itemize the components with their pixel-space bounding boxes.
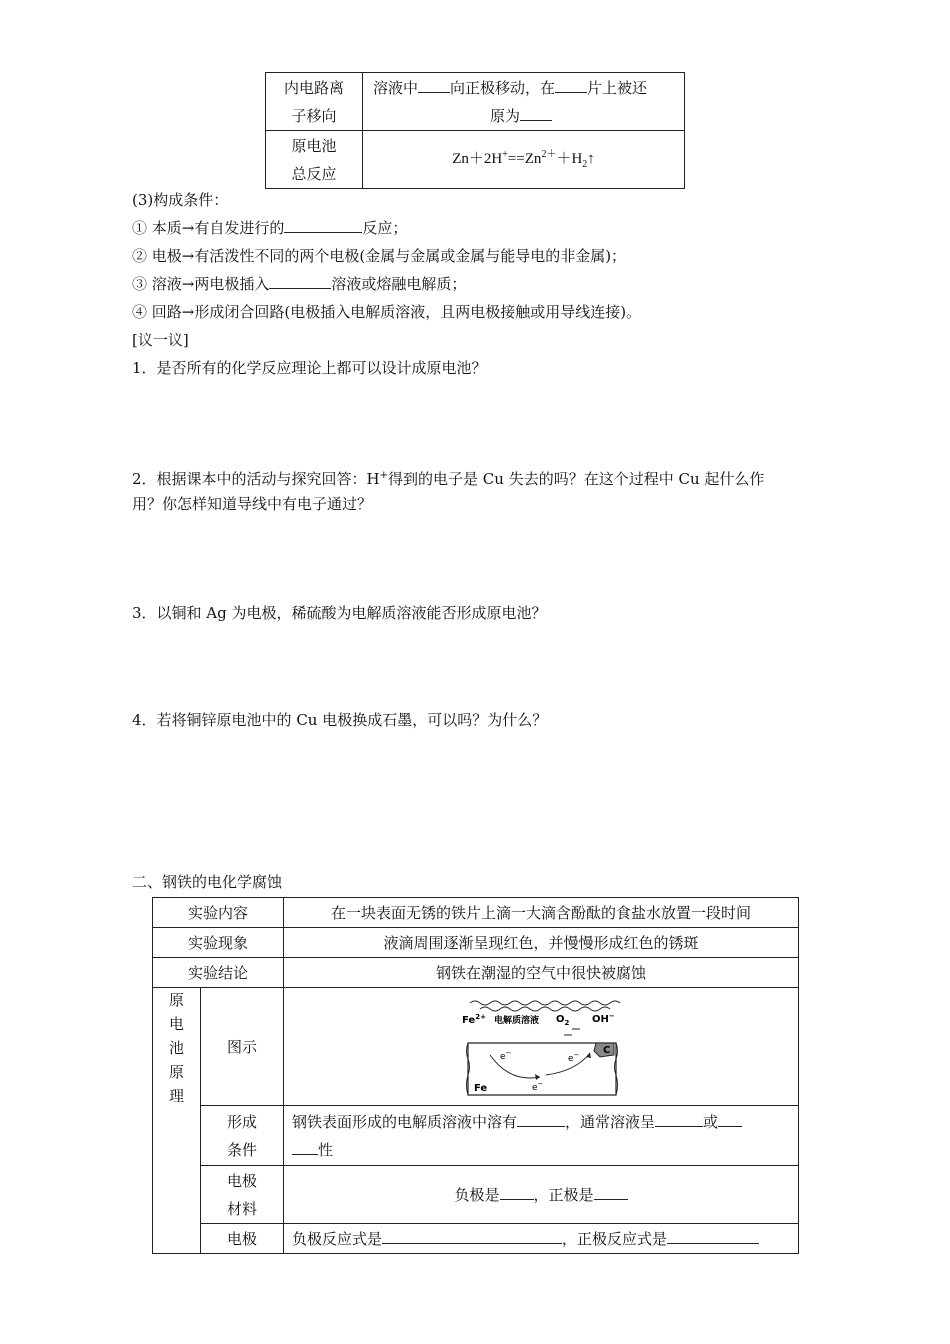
- label-char: 原: [168, 1063, 184, 1081]
- fill-blank[interactable]: [517, 1112, 565, 1127]
- carbon-label: C: [603, 1044, 611, 1056]
- content-value: 在一块表面无锈的铁片上滴一大滴含酚酞的食盐水放置一段时间: [284, 898, 799, 928]
- question-3: 3．以铜和 Ag 为电极，稀硫酸为电解质溶液能否形成原电池？: [132, 604, 547, 622]
- text: 性: [318, 1140, 334, 1159]
- text: ，正极反应式是: [562, 1229, 668, 1248]
- ion-migration-content: [363, 73, 685, 131]
- label-line: 总反应: [291, 164, 337, 183]
- label-line: 子移向: [291, 106, 337, 125]
- text: ，通常溶液呈: [565, 1112, 656, 1131]
- condition-item-3: [132, 274, 466, 294]
- solution-surface-wave: [470, 1001, 620, 1005]
- gas-arrow: ↑: [587, 150, 595, 167]
- fill-blank[interactable]: [520, 106, 552, 121]
- condition-item-2: ② 电极→有活泼性不同的两个电极(金属与金属或金属与能导电的非金属)；: [132, 247, 627, 265]
- eq-sub: 2: [582, 158, 588, 170]
- material-value: [284, 1166, 799, 1224]
- text: 反应；: [362, 219, 408, 237]
- text: ，正极是: [533, 1185, 594, 1204]
- text: 或: [703, 1112, 719, 1131]
- label-line: 形成: [226, 1112, 257, 1131]
- condition-value: [284, 1106, 799, 1166]
- condition-label: [201, 1106, 284, 1166]
- label-line: 电极: [226, 1171, 257, 1190]
- label-char: 池: [168, 1039, 184, 1057]
- label-char: 理: [168, 1087, 184, 1105]
- content-label: 实验内容: [153, 898, 284, 928]
- question-4: 4．若将铜锌原电池中的 Cu 电极换成石墨，可以吗？为什么？: [132, 711, 548, 729]
- hydroxide-label: OH−: [592, 1011, 615, 1025]
- eq-sup: 2＋: [541, 148, 557, 160]
- conditions-title: (3)构成条件：: [132, 191, 229, 209]
- text: 溶液或熔融电解质；: [331, 275, 467, 293]
- steel-corrosion-table: [152, 897, 799, 1254]
- diagram-label: 图示: [201, 988, 284, 1106]
- fill-blank[interactable]: [594, 1185, 628, 1200]
- reaction-value: [284, 1224, 799, 1254]
- fill-blank[interactable]: [382, 1229, 562, 1244]
- text: 向正极移动，在: [450, 78, 556, 97]
- phenomenon-label: 实验现象: [153, 928, 284, 958]
- condition-item-4: ④ 回路→形成闭合回路(电极插入电解质溶液，且两电极接触或用导线连接)。: [132, 303, 642, 321]
- label-char: 电: [168, 1015, 184, 1033]
- fill-blank[interactable]: [655, 1112, 703, 1127]
- electron-label: e−: [568, 1050, 580, 1064]
- eq-sup: +: [502, 148, 508, 160]
- material-label: [201, 1166, 284, 1224]
- total-reaction-label: [266, 131, 363, 189]
- corrosion-diagram: [460, 995, 622, 1099]
- eq-part: ＋H: [556, 150, 583, 167]
- electron-path: [490, 1055, 540, 1078]
- phenomenon-value: 液滴周围逐渐呈现红色，并慢慢形成红色的锈斑: [284, 928, 799, 958]
- label-line: 材料: [226, 1199, 257, 1218]
- galvanic-principle-label: [153, 988, 201, 1254]
- question-1: 1．是否所有的化学反应理论上都可以设计成原电池？: [132, 359, 487, 377]
- question-2-line-2: 用？你怎样知道导线中有电子通过？: [132, 495, 373, 513]
- text: 片上被还: [587, 78, 648, 97]
- ion-migration-table: [265, 72, 685, 189]
- electron-label: e−: [500, 1048, 512, 1062]
- text: 负极是: [454, 1185, 500, 1204]
- discussion-title: [议一议]: [132, 331, 189, 349]
- label-char: 原: [168, 991, 184, 1009]
- label-line: 内电路离: [283, 78, 344, 97]
- oxygen-label: $O_2$: [556, 1013, 570, 1027]
- condition-item-1: [132, 218, 407, 238]
- question-2-line-1: [132, 466, 764, 489]
- text: 钢铁表面形成的电解质溶液中溶有: [292, 1112, 518, 1131]
- ion-migration-label: [266, 73, 363, 131]
- label-line: 条件: [226, 1140, 257, 1159]
- eq-part: ==Zn: [507, 150, 542, 167]
- fill-blank[interactable]: [718, 1112, 742, 1127]
- section-2-title: 二、钢铁的电化学腐蚀: [132, 873, 283, 891]
- fill-blank[interactable]: [269, 274, 331, 289]
- conclusion-value: 钢铁在潮湿的空气中很快被腐蚀: [284, 958, 799, 988]
- conclusion-label: 实验结论: [153, 958, 284, 988]
- text: 原为: [490, 106, 521, 125]
- fe2-ion-label: $Fe^{2+}$: [462, 1012, 486, 1026]
- fill-blank[interactable]: [292, 1140, 318, 1155]
- text: ① 本质→有自发进行的: [132, 219, 285, 237]
- text: 溶液中: [373, 78, 419, 97]
- solution-surface-wave: [480, 1007, 610, 1011]
- fill-blank[interactable]: [667, 1229, 759, 1244]
- fill-blank[interactable]: [500, 1185, 534, 1200]
- text: ③ 溶液→两电极插入: [132, 275, 270, 293]
- electrolyte-label: 电解质溶液: [494, 1015, 540, 1026]
- text: 得到的电子是 Cu 失去的吗？在这个过程中 Cu 起什么作: [388, 470, 765, 488]
- superscript: +: [379, 470, 389, 481]
- fill-blank[interactable]: [555, 78, 587, 93]
- fe-label: Fe: [474, 1082, 488, 1094]
- corrosion-diagram-cell: [284, 988, 799, 1106]
- total-reaction-equation: [363, 131, 685, 189]
- eq-part: Zn＋2H: [452, 150, 503, 167]
- label-line: 原电池: [291, 136, 337, 155]
- fill-blank[interactable]: [284, 218, 362, 233]
- reaction-label: 电极: [201, 1224, 284, 1254]
- text: 负极反应式是: [292, 1229, 383, 1248]
- text: 2．根据课本中的活动与探究回答：H: [132, 470, 380, 488]
- fill-blank[interactable]: [418, 78, 450, 93]
- electron-label: e−: [532, 1079, 544, 1093]
